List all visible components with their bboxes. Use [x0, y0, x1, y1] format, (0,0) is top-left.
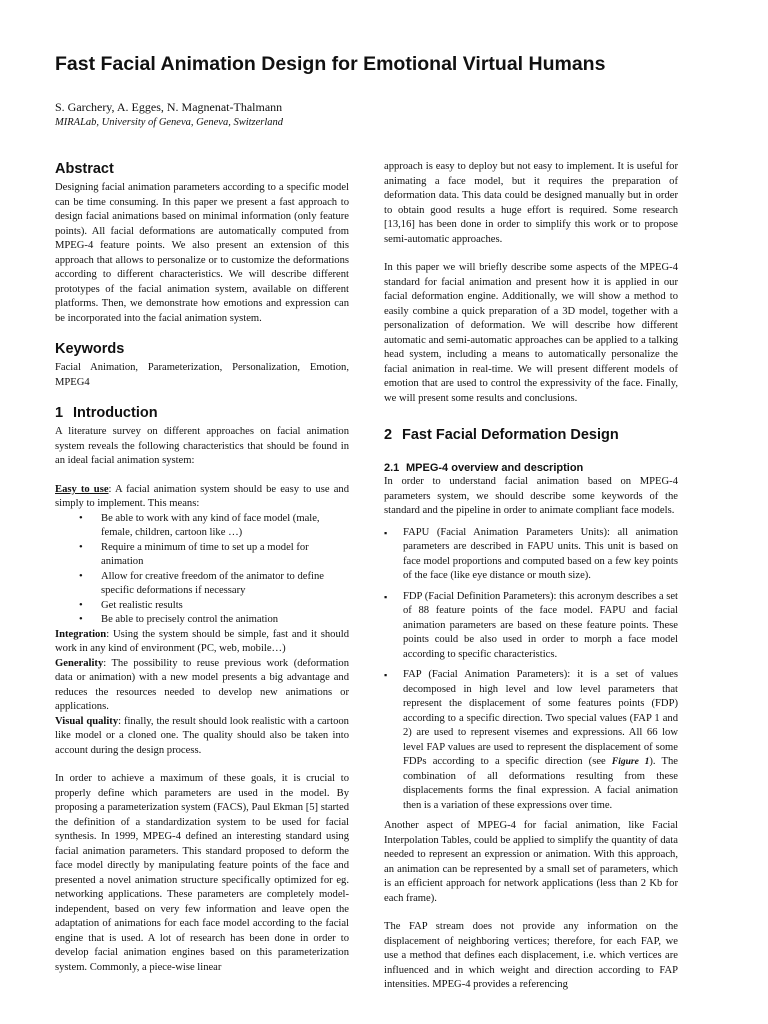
list-item: • Require a minimum of time to set up a model for animation [55, 541, 349, 570]
list-item-fapu: ▪ FAPU (Facial Animation Parameters Units): all animation parameters are described in FAPU units. This unit is based on face model proportions and computed based on a few key points of the face (like eye distance or mouth size). [384, 526, 678, 584]
easy-to-use-paragraph [55, 483, 349, 512]
generality-paragraph [55, 657, 349, 715]
intro-paragraph-1: A literature survey on different approaches on facial animation system reveals the following characteristics that should be found in an ideal facial animation system: [55, 426, 349, 466]
fap-text-after: ). The combination of all deformations resulting from these displacements forms the final expression. A facial animation then is a variation of these expressions over time. [403, 756, 678, 811]
generality-text: : The possibility to reuse previous work (deformation data or animation) with a new model presents a big advantage and reduces the resources needed to develop new animations or applications. [55, 657, 349, 712]
visual-quality-label: Visual quality [55, 715, 119, 727]
integration-paragraph [55, 628, 349, 657]
subsection-heading-mpeg4-overview [384, 461, 678, 475]
list-item: • Allow for creative freedom of the animator to define specific deformations if necessary [55, 570, 349, 599]
mpeg4-intro-paragraph: In order to understand facial animation based on MPEG-4 parameters system, we should describe some keywords of the standard and the pipeline in order to animate compliant face models. [384, 476, 678, 516]
right-column [384, 160, 678, 993]
visual-quality-paragraph [55, 715, 349, 759]
easy-to-use-text: : A facial animation system should be easy to use and simply to implement. This means: [55, 483, 349, 509]
list-item-fdp: ▪ FDP (Facial Definition Parameters): this acronym describes a set of 88 feature points of the face model. FAPU and facial animation parameters are based on these feature points. These points could be also used in order to morph a face model according to specific characteristics. [384, 590, 678, 663]
visual-quality-text: : finally, the result should look realistic with a cartoon like model or a cloned one. The quality should also be taken into account during the design process. [55, 715, 349, 756]
mpeg4-terms-list [384, 526, 678, 814]
list-item: • Get realistic results [55, 599, 349, 614]
section-title: Introduction [73, 405, 158, 421]
keywords-text: Facial Animation, Parameterization, Personalization, Emotion, MPEG4 [55, 362, 349, 388]
generality-label: Generality [55, 657, 104, 669]
left-column [55, 160, 349, 975]
subsection-title: MPEG-4 overview and description [406, 462, 584, 474]
right-paragraph-4: Another aspect of MPEG-4 for facial animation, like Facial Interpolation Tables, could be applied to simplify the quantity of data needed to represent an expression or animation. With this approach, an animation can be represented by a small set of parameters, which is an efficient approach for network applications (less than 2 Kb for each frame). [384, 820, 678, 904]
paper-title: Fast Facial Animation Design for Emotional Virtual Humans [55, 53, 606, 75]
list-item: • Be able to precisely control the animation [55, 613, 349, 628]
requirements-list [55, 512, 349, 628]
integration-text: : Using the system should be simple, fast and it should work in any kind of environment (PC, web, mobile…) [55, 628, 349, 654]
right-paragraph-1: approach is easy to deploy but not easy to implement. It is useful for animating a face model, but it requires the preparation of deformation data. This data could be designed manually but in order to obtain good results a huge effort is required. Some research [13,16] has been done in order to simplify this work or to propose semi-automatic approaches. [384, 161, 678, 245]
section-heading-fast-facial-deformation [384, 426, 678, 444]
section-number: 2 [384, 427, 393, 443]
abstract-heading: Abstract [55, 161, 114, 177]
subsection-number: 2.1 [384, 462, 400, 474]
figure-reference[interactable]: Figure 1 [611, 757, 650, 767]
intro-paragraph-2: In order to achieve a maximum of these goals, it is crucial to properly define which parameters are used in the model. By proposing a parameterization system (FACS), Paul Ekman [5] started the definition of a standardization system to be used for facial synthesis. In 1999, MPEG-4 defined an interesting standard using facial animation parameters. This standard proposed to deform the face model directly by manipulating feature points of the face and presented a novel animation structure specifically optimized for eg. networking applications. These parameters are completely model-independent, based on very few information and leave open the adaptation of animations for each face model according to the facial engine that is used. A lot of research has been done in order to develop facial animation engines based on this parameterization system. Commonly, a piece-wise linear [55, 773, 349, 973]
integration-label: Integration [55, 628, 107, 640]
section-number: 1 [55, 405, 64, 421]
author-list: S. Garchery, A. Egges, N. Magnenat-Thalmann [55, 100, 283, 114]
list-item-fap [384, 668, 678, 813]
list-item: • Be able to work with any kind of face model (male, female, children, cartoon like …) [55, 512, 349, 541]
right-paragraph-2: In this paper we will briefly describe some aspects of the MPEG-4 standard for facial animation and present how it is applied in our facial deformation engine. Additionally, we will show a method to easily combine a quick preparation of a 3D model, together with a personalization of deformation. We will describe how different automatic and semi-automatic approaches can be applied to a talking head system, including a means to automatically personalize the facial animation in real-time. We will present different models of emotion that are used to control the expressivity of the face. Finally, we will present some results and conclusions. [384, 262, 678, 404]
section-title: Fast Facial Deformation Design [402, 427, 619, 443]
affiliation: MIRALab, University of Geneva, Geneva, Switzerland [55, 117, 284, 128]
easy-to-use-label: Easy to use [55, 483, 109, 495]
fap-text-before: FAP (Facial Animation Parameters): it is a set of values decomposed in high level and low level parameters that represent the displacement of some features points (FDP) according to a specific direction. Two special values (FAP 1 and 2) are used to represent visemes and expressions. All 66 low level FAP values are used to represent the displacement of some FDPs according to a specific direction (see [403, 669, 678, 767]
section-heading-introduction [55, 404, 349, 422]
keywords-heading: Keywords [55, 341, 125, 357]
right-paragraph-5: The FAP stream does not provide any information on the displacement of neighboring vertices; therefore, for each FAP, we use a method that defines each displacement, i.e. which vertices are influenced and in which weight and direction according to FAP intensities. MPEG-4 provides a referencing [384, 921, 678, 990]
abstract-text: Designing facial animation parameters according to a specific model can be time consuming. In this paper we present a fast approach to design facial animations based on minimal information (only feature points). All facial deformations are automatically computed from MPEG-4 feature points. We also present an extension of this approach that allows to personalize or to customize the deformations according to different characteristics. We will describe different prototypes of the facial animation system, available on different platforms. Then, we demonstrate how emotions and expression can be incorporated into the facial animation system. [55, 182, 349, 324]
